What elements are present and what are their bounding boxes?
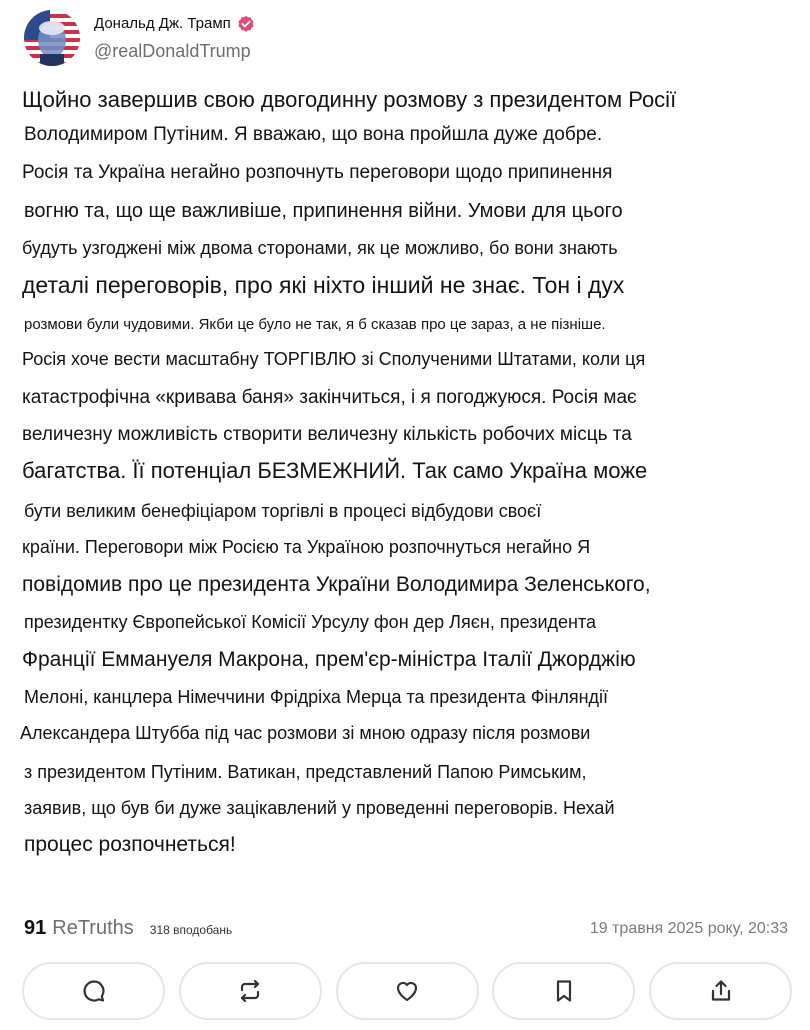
post-text-line: повідомив про це президента України Володимира Зеленського, (22, 573, 651, 596)
reply-icon (81, 978, 107, 1004)
bookmark-icon (551, 978, 577, 1004)
post-text-line: будуть узгоджені між двома сторонами, як це можливо, бо вони знають (22, 238, 618, 258)
post-timestamp: 19 травня 2025 року, 20:33 (589, 920, 788, 937)
post-text-line: вогню та, що ще важливіше, припинення війни. Умови для цього (24, 200, 623, 222)
likes-count[interactable]: 318 вподобань (149, 923, 233, 937)
post-text-line: Росія хоче вести масштабну ТОРГІВЛЮ зі Сполученими Штатами, коли ця (22, 349, 646, 369)
like-button[interactable] (336, 962, 479, 1020)
post-text-line: Росія та Україна негайно розпочнуть переговори щодо припинення (22, 162, 613, 183)
post-text-line: бути великим бенефіціаром торгівлі в процесі відбудови своєї (24, 501, 542, 521)
post-text-line: процес розпочнеться! (24, 833, 236, 856)
post-text-line: катастрофічна «кривава баня» закінчиться, і я погоджуюся. Росія має (22, 387, 637, 408)
post-text-line: Володимиром Путіним. Я вважаю, що вона пройшла дуже добре. (24, 124, 603, 145)
retruth-icon (237, 978, 263, 1004)
avatar[interactable] (24, 10, 80, 66)
post-text-line: президентку Європейської Комісії Урсулу фон дер Ляєн, президента (24, 612, 597, 632)
share-icon (708, 978, 734, 1004)
post-text-line: країни. Переговори між Росією та Україною розпочнуться негайно Я (22, 537, 591, 557)
retruths-count[interactable]: 91 (24, 917, 47, 939)
reply-button[interactable] (22, 962, 165, 1020)
post-text-line: заявив, що був би дуже зацікавлений у проведенні переговорів. Нехай (24, 798, 615, 818)
post-text-line: з президентом Путіним. Ватикан, представлений Папою Римським, (24, 762, 587, 782)
retruth-button[interactable] (179, 962, 322, 1020)
post-stats (24, 917, 232, 940)
post-text-line: деталі переговорів, про які ніхто інший не знає. Тон і дух (22, 272, 625, 298)
post-text-line: Александера Штубба під час розмови зі мною одразу після розмови (20, 723, 591, 743)
user-handle[interactable]: @realDonaldTrump (94, 40, 251, 61)
bookmark-button[interactable] (492, 962, 635, 1020)
verified-badge-icon (237, 15, 255, 33)
like-icon (394, 978, 420, 1004)
share-button[interactable] (649, 962, 792, 1020)
display-name[interactable]: Дональд Дж. Трамп (94, 15, 231, 32)
post-text-line: величезну можливість створити величезну кількість робочих місць та (22, 424, 632, 445)
post-header (24, 10, 255, 66)
post-text-line: розмови були чудовими. Якби це було не так, я б сказав про це зараз, а не пізніше. (24, 316, 606, 333)
action-bar (22, 962, 792, 1020)
post-text-line: Щойно завершив свою двогодинну розмову з президентом Росії (22, 87, 677, 112)
retruths-label[interactable]: ReTruths (52, 917, 134, 939)
post-text-line: багатства. Її потенціал БЕЗМЕЖНИЙ. Так само Україна може (22, 458, 648, 483)
post-text-line: Мелоні, канцлера Німеччини Фрідріха Мерца та президента Фінляндії (24, 687, 609, 707)
post-text-line: Франції Еммануеля Макрона, прем'єр-міністра Італії Джорджію (22, 648, 636, 671)
